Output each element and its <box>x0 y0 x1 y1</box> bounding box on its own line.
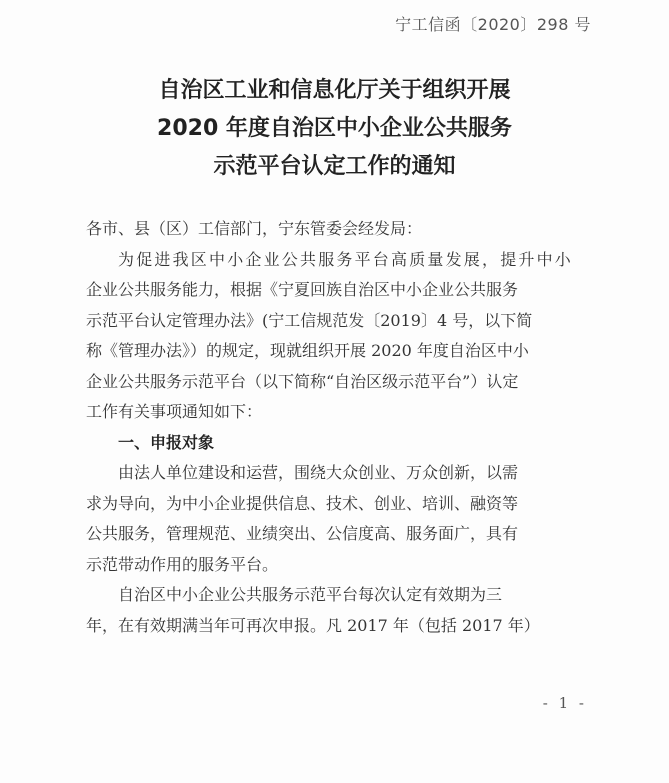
paragraph-line: 求为导向，为中小企业提供信息、技术、创业、培训、融资等 <box>86 493 519 513</box>
paragraph-line: 工作有关事项通知如下： <box>86 402 263 421</box>
title-line-1: 自治区工业和信息化厅关于组织开展 <box>158 78 511 103</box>
title-line-3: 示范平台认定工作的通知 <box>213 154 456 179</box>
paragraph-line: 示范平台认定管理办法》(宁工信规范发〔2019〕4 号，以下简 <box>86 310 533 330</box>
document-title <box>0 72 669 186</box>
title-line-2: 2020 年度自治区中小企业公共服务 <box>157 116 512 141</box>
paragraph-line: 为促进我区中小企业公共服务平台高质量发展，提升中小 <box>118 249 574 269</box>
paragraph-line: 年，在有效期满当年可再次申报。凡 2017 年（包括 2017 年） <box>86 615 540 635</box>
paragraph-line: 企业公共服务示范平台（以下简称“自治区级示范平台”）认定 <box>86 371 519 391</box>
paragraph-line: 自治区中小企业公共服务示范平台每次认定有效期为三 <box>118 585 503 604</box>
salutation: 各市、县（区）工信部门，宁东管委会经发局： <box>86 219 423 238</box>
paragraph-line: 称《管理办法》）的规定，现就组织开展 2020 年度自治区中小 <box>86 341 529 360</box>
section-heading: 一、申报对象 <box>118 432 215 452</box>
paragraph-line: 示范带动作用的服务平台。 <box>86 554 279 574</box>
document-body <box>86 214 596 641</box>
page-number: - 1 - <box>542 694 587 712</box>
paragraph-line: 由法人单位建设和运营，围绕大众创业、万众创新，以需 <box>118 463 519 482</box>
document-number: 宁工信函〔2020〕298 号 <box>395 15 591 34</box>
paragraph-line: 公共服务，管理规范、业绩突出、公信度高、服务面广，具有 <box>86 524 519 543</box>
paragraph-line: 企业公共服务能力，根据《宁夏回族自治区中小企业公共服务 <box>86 280 519 299</box>
